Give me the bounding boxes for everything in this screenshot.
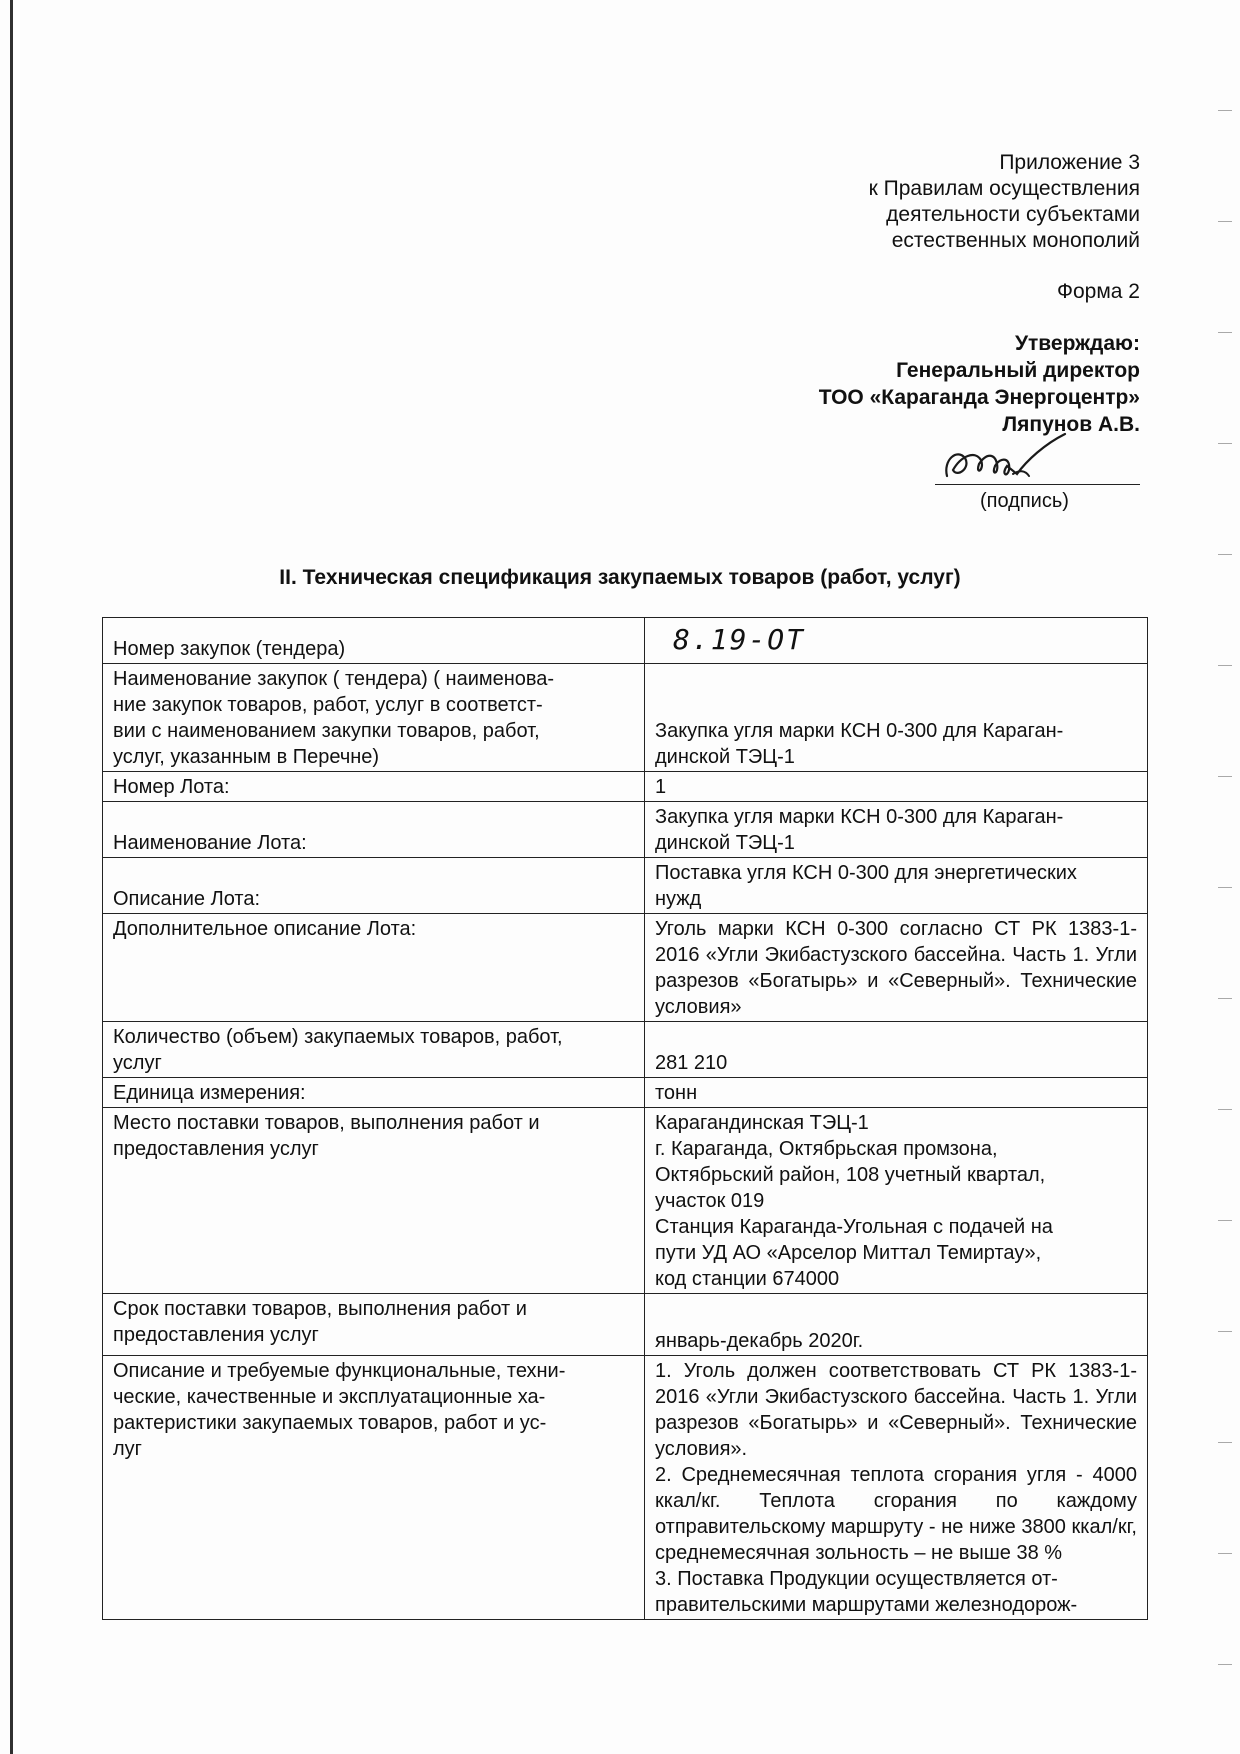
row-label: Описание Лота:: [103, 858, 645, 914]
row-value: 1: [645, 772, 1148, 802]
signature-caption: (подпись): [980, 490, 1069, 512]
form-number: Форма 2: [1057, 280, 1140, 303]
row-label: Наименование закупок ( тендера) ( наименова- ние закупок товаров, работ, услуг в соответст- вии с наименованием закупки товаров, работ, услуг, указанным в Перечне): [103, 664, 645, 772]
row-label: Номер Лота:: [103, 772, 645, 802]
table-row: [103, 664, 1148, 772]
appendix-line-2: к Правилам осуществления: [868, 177, 1140, 200]
approval-line-1: Утверждаю:: [1014, 332, 1140, 355]
approval-line-3: ТОО «Караганда Энергоцентр»: [818, 386, 1140, 409]
appendix-reference: [620, 150, 1140, 254]
row-value: Уголь марки КСН 0-300 согласно СТ РК 1383-1-2016 «Угли Экибастузского бассейна. Часть 1. Угли разрезов «Богатырь» и «Северный». Технические условия»: [645, 914, 1148, 1022]
appendix-line-1: Приложение 3: [999, 151, 1140, 174]
row-value: 1. Уголь должен соответствовать СТ РК 1383-1-2016 «Угли Экибастузского бассейна. Часть 1. Угли разрезов «Богатырь» и «Северный». Технические условия». 2. Среднемесячная теплота сгорания угля - 4000 ккал/кг. Теплота сгорания по каждому отправительскому маршруту - не ниже 3800 ккал/кг, среднемесячная зольность – не выше 38 % 3. Поставка Продукции осуществляется от- правительскими маршрутами железнодорож-: [645, 1356, 1148, 1620]
specification-table: [102, 617, 1148, 1620]
row-label: Номер закупок (тендера): [103, 618, 645, 664]
row-label: Количество (объем) закупаемых товаров, работ, услуг: [103, 1022, 645, 1078]
table-row: [103, 858, 1148, 914]
section-title: II. Техническая спецификация закупаемых товаров (работ, услуг): [279, 566, 961, 589]
signature-line: [935, 484, 1140, 485]
handwritten-signature: [935, 430, 1140, 486]
row-value: Карагандинская ТЭЦ-1 г. Караганда, Октябрьская промзона, Октябрьский район, 108 учетный квартал, участок 019 Станция Караганда-Угольная с подачей на пути УД АО «Арселор Миттал Темиртау», код станции 674000: [645, 1108, 1148, 1294]
row-label: Место поставки товаров, выполнения работ и предоставления услуг: [103, 1108, 645, 1294]
row-label: Наименование Лота:: [103, 802, 645, 858]
appendix-line-3: деятельности субъектами: [886, 203, 1140, 226]
table-row: [103, 914, 1148, 1022]
row-value: Закупка угля марки КСН 0-300 для Караган- динской ТЭЦ-1: [645, 802, 1148, 858]
scan-edge-line: [10, 0, 13, 1754]
row-label: Срок поставки товаров, выполнения работ и предоставления услуг: [103, 1294, 645, 1356]
table-row: [103, 1078, 1148, 1108]
row-value: 281 210: [645, 1022, 1148, 1078]
row-label: Дополнительное описание Лота:: [103, 914, 645, 1022]
row-label: Единица измерения:: [103, 1078, 645, 1108]
row-value: [645, 618, 1148, 664]
row-value: Поставка угля КСН 0-300 для энергетических нужд: [645, 858, 1148, 914]
table-row: [103, 1108, 1148, 1294]
table-row: [103, 618, 1148, 664]
approval-line-4: Ляпунов А.В.: [1002, 413, 1140, 436]
signature-area: [935, 430, 1140, 520]
table-row: [103, 772, 1148, 802]
row-label: Описание и требуемые функциональные, техни- ческие, качественные и эксплуатационные ха- рактеристики закупаемых товаров, работ и ус- луг: [103, 1356, 645, 1620]
table-row: [103, 1356, 1148, 1620]
scan-margin-ticks: [1218, 0, 1232, 1754]
appendix-line-4: естественных монополий: [891, 229, 1140, 252]
table-row: [103, 1022, 1148, 1078]
table-row: [103, 1294, 1148, 1356]
approval-line-2: Генеральный директор: [896, 359, 1140, 382]
approval-block: [580, 330, 1140, 438]
row-value: январь-декабрь 2020г.: [645, 1294, 1148, 1356]
table-row: [103, 802, 1148, 858]
row-value: тонн: [645, 1078, 1148, 1108]
row-value: Закупка угля марки КСН 0-300 для Караган- динской ТЭЦ-1: [645, 664, 1148, 772]
handwritten-tender-number: 8.19-ОТ: [673, 622, 806, 656]
